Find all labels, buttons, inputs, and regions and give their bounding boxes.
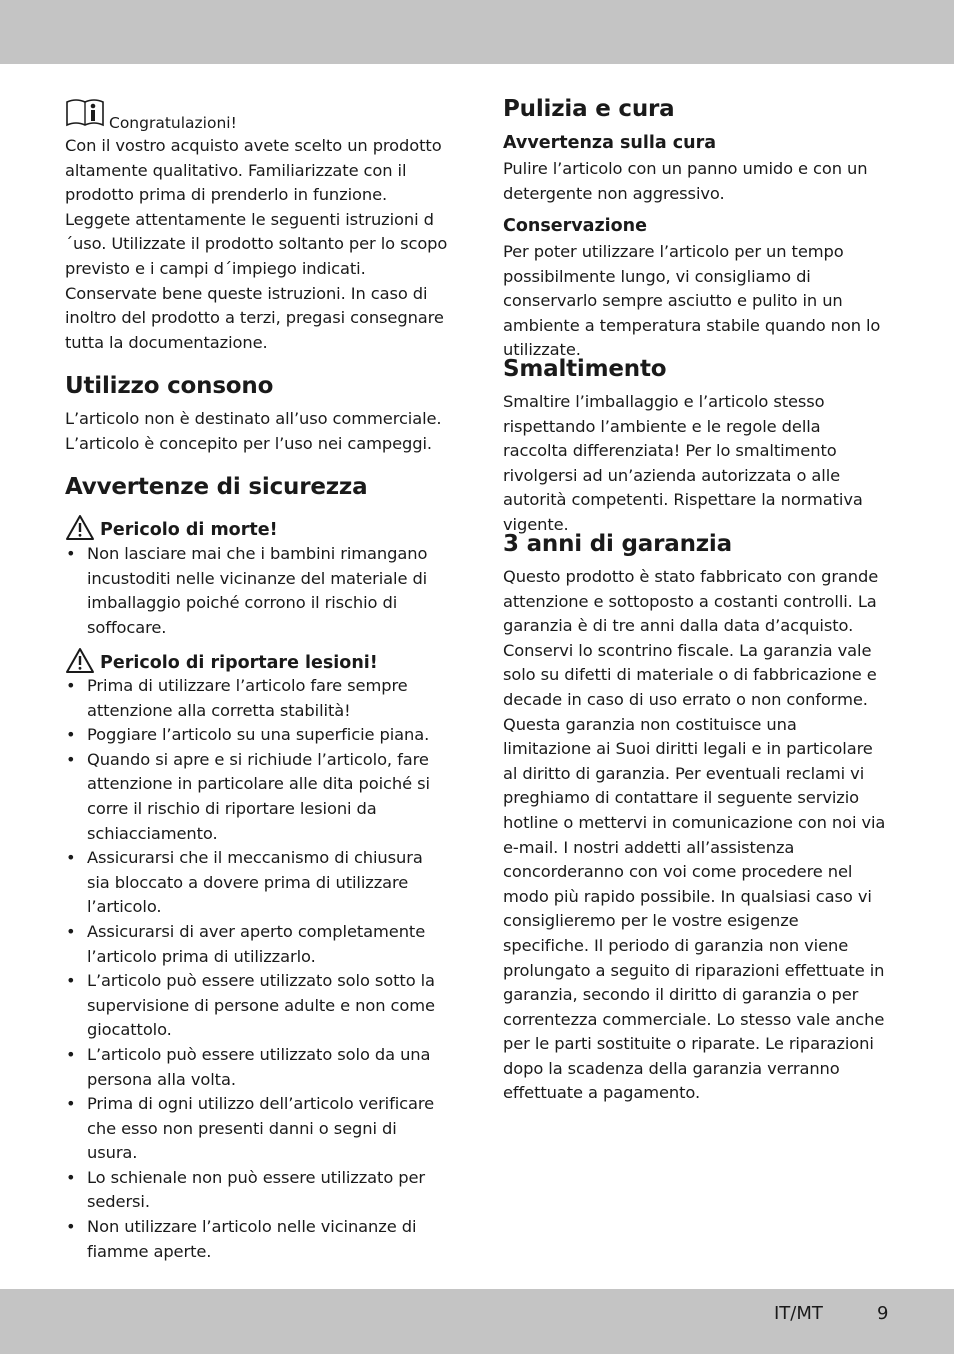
bullet-item: • Prima di ogni utilizzo dell’articolo verificare che esso non presenti danni o segni di usura. [65,1092,450,1166]
intro-heading [65,98,450,132]
conservazione-subtitle: Conservazione [503,216,647,236]
warning-death-title: Pericolo di morte! [100,519,278,540]
footer-language: IT/MT [774,1303,823,1324]
bullet-item: • Assicurarsi che il meccanismo di chiusura sia bloccato a dovere prima di utilizzare l’articolo. [65,846,450,920]
smaltimento-title: Smaltimento [503,356,667,382]
bullet-item: • Prima di utilizzare l’articolo fare sempre attenzione alla corretta stabilità! [65,674,450,723]
cura-subtitle: Avvertenza sulla cura [503,133,717,153]
garanzia-body: Questo prodotto è stato fabbricato con grande attenzione e sottoposto a costanti controlli. La garanzia è di tre anni dalla data d’acquisto. Conservi lo scontrino fiscale. La garanzia vale solo su difetti di materiale o di fabbricazione e decade in caso di uso errato o non conforme. Questa garanzia non costituisce una limitazione ai Suoi diritti legali e in particolare al diritto di garanzia. Per eventuali reclami vi preghiamo di contattare il seguente servizio hotline o mettervi in comunicazione con noi via e-mail. I nostri addetti all’assistenza concorderanno con voi come procedere nel modo più rapido possibile. In qualsiasi caso vi consiglieremo per le vostre esigenze specifiche. Il periodo di garanzia non viene prolungato a seguito di riparazioni effettuate in garanzia, secondo il diritto di garanzia o per correntezza commerciale. Lo stesso vale anche per le parti sostituite o riparate. Le riparazioni dopo la scadenza della garanzia verranno effettuate a pagamento. [503,567,886,1103]
bullet-item: • Non lasciare mai che i bambini rimangano incustoditi nelle vicinanze del materiale di imballaggio poiché corrono il rischio di soffocare. [65,542,450,640]
bullet-item: • Non utilizzare l’articolo nelle vicinanze di fiamme aperte. [65,1215,450,1264]
utilizzo-body: L’articolo non è destinato all’uso commerciale. L’articolo è concepito per l’uso nei campeggi. [65,409,442,453]
avvertenze-title: Avvertenze di sicurezza [65,474,368,500]
bullet-item: • Assicurarsi di aver aperto completamente l’articolo prima di utilizzarlo. [65,920,450,969]
warning-injury-title: Pericolo di riportare lesioni! [100,652,378,673]
bullet-item: • Quando si apre e si richiude l’articolo, fare attenzione in particolare alle dita poiché si corre il rischio di riportare lesioni da schiacciamento. [65,748,450,846]
bullet-item: • Lo schienale non può essere utilizzato per sedersi. [65,1166,450,1215]
bullet-item: • Poggiare l’articolo su una superficie piana. [65,723,450,748]
intro-body: Con il vostro acquisto avete scelto un prodotto altamente qualitativo. Familiarizzate con il prodotto prima di prenderlo in funzione. Leggete attentamente le seguenti istruzioni d´uso. Utilizzate il prodotto soltanto per lo scopo previsto e i campi d´impiego indicati. Conservate bene queste istruzioni. In caso di inoltro del prodotto a terzi, pregasi consegnare tutta la documentazione. [65,136,448,352]
cura-body: Pulire l’articolo con un panno umido e con un detergente non aggressivo. [503,159,868,203]
bullet-item: • L’articolo può essere utilizzato solo sotto la supervisione di persone adulte e non come giocattolo. [65,969,450,1043]
pulizia-title: Pulizia e cura [503,96,675,122]
header-bar [0,0,954,64]
page-number: 9 [877,1303,889,1324]
garanzia-title: 3 anni di garanzia [503,531,732,557]
warning-death-list [65,542,450,640]
smaltimento-body: Smaltire l’imballaggio e l’articolo stesso rispettando l’ambiente e le regole della raccolta differenziata! Per lo smaltimento rivolgersi ad un’azienda autorizzata o alle autorità competenti. Rispettare la normativa vigente. [503,392,863,534]
warning-triangle-icon [65,514,95,545]
bullet-item: • L’articolo può essere utilizzato solo da una persona alla volta. [65,1043,450,1092]
intro-title: Congratulazioni! [109,114,237,132]
manual-info-icon [65,98,105,132]
warning-injury-list [65,674,450,1264]
utilizzo-title: Utilizzo consono [65,373,274,399]
conservazione-body: Per poter utilizzare l’articolo per un tempo possibilmente lungo, vi consigliamo di conservarlo sempre asciutto e pulito in un ambiente a temperatura stabile quando non lo utilizzate. [503,242,881,360]
warning-death-heading [65,514,450,545]
